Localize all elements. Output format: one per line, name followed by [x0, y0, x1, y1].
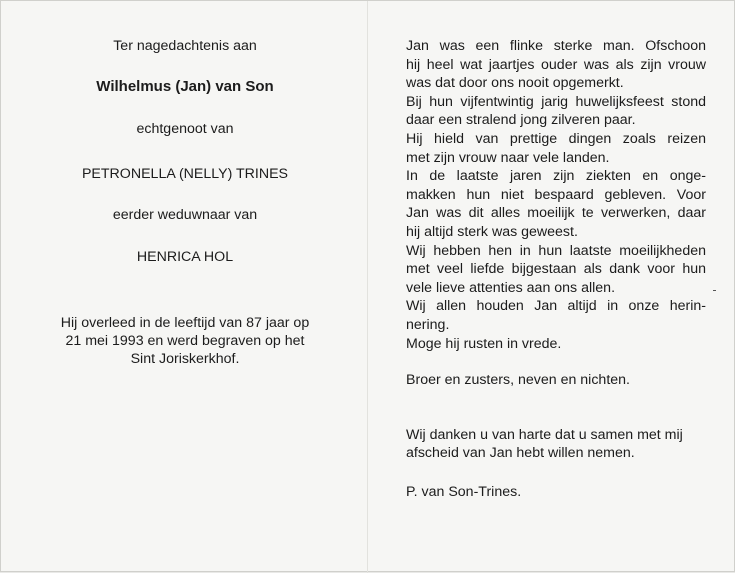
death-line-2: 21 mei 1993 en werd begraven op het — [65, 333, 305, 349]
text-line: hij altijd sterk was geweest. — [406, 223, 578, 240]
family-line: Broer en zusters, neven en nichten. — [406, 372, 630, 389]
text-line: Hij hield van prettige dingen zoals reizen — [406, 130, 706, 147]
first-wife-name: HENRICA HOL — [136, 249, 234, 265]
text-line: In de laatste jaren zijn ziekten en onge- — [406, 168, 706, 185]
fold-line — [367, 1, 368, 573]
text-line: makken hun niet bespaard gebleven. Voor — [406, 186, 706, 203]
print-speck — [713, 290, 716, 291]
left-panel — [25, 37, 345, 368]
death-line-3: Sint Joriskerkhof. — [130, 351, 240, 367]
memorial-intro: Ter nagedachtenis aan — [113, 38, 257, 54]
text-line: nering. — [406, 316, 450, 333]
text-line: hij heel wat jaartjes ouder was als zijn vrouw — [406, 56, 706, 73]
text-line: met veel liefde bijgestaan als dank voor hun — [406, 261, 706, 278]
signature-line: P. van Son-Trines. — [406, 483, 522, 500]
text-line: daar een stralend jong zilveren paar. — [406, 112, 636, 129]
thanks-line-2: afscheid van Jan hebt willen nemen. — [406, 445, 635, 462]
text-line: met zijn vrouw naar vele landen. — [406, 149, 610, 166]
right-panel — [406, 37, 706, 501]
text-line: Wij hebben hen in hun laatste moeilijkheden — [406, 242, 706, 259]
text-line: Jan was een flinke sterke man. Ofschoon — [406, 38, 706, 54]
text-line: Bij hun vijfentwintig jarig huwelijksfeest stond — [406, 93, 706, 110]
death-line-1: Hij overleed in de leeftijd van 87 jaar op — [60, 315, 310, 331]
text-line: vele lieve attenties aan ons allen. — [406, 279, 616, 296]
text-line: Moge hij rusten in vrede. — [406, 335, 562, 352]
text-line: Jan was dit alles moeilijk te verwerken, daar — [406, 205, 706, 222]
text-line: Wij allen houden Jan altijd in onze herin- — [406, 298, 706, 315]
widower-intro: eerder weduwnaar van — [112, 207, 258, 223]
deceased-name: Wilhelmus (Jan) van Son — [96, 78, 274, 95]
spouse-intro: echtgenoot van — [136, 121, 234, 137]
text-line: was dat door ons nooit opgemerkt. — [406, 75, 624, 92]
thanks-line-1: Wij danken u van harte dat u samen met mij — [406, 426, 683, 443]
spouse-name: PETRONELLA (NELLY) TRINES — [81, 166, 289, 182]
